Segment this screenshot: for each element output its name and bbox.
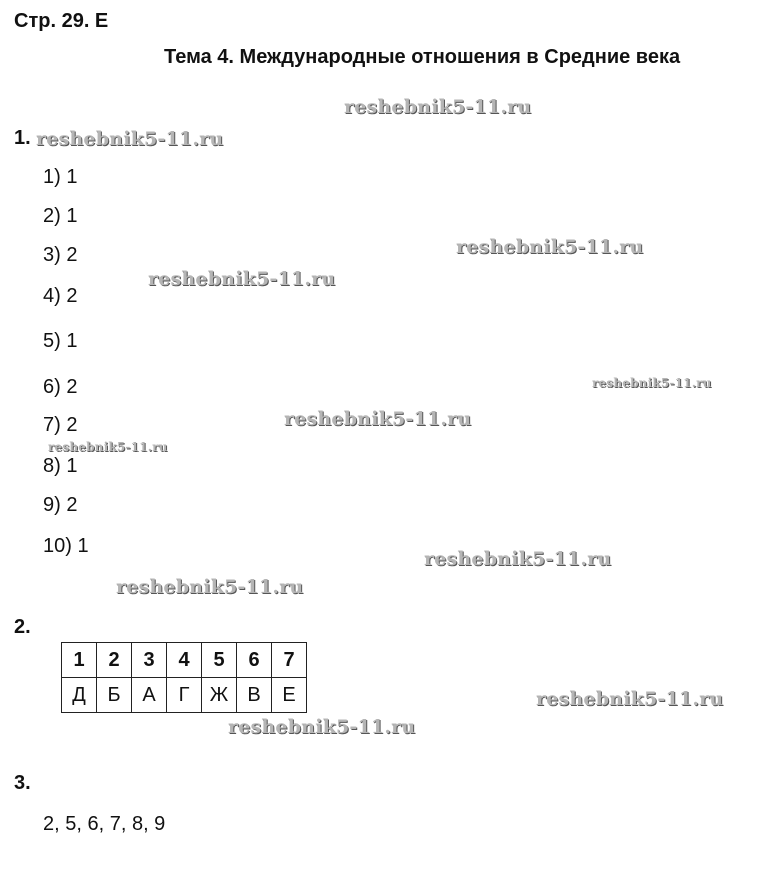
table-header-cell: 7 <box>272 643 307 678</box>
table-header-cell: 5 <box>202 643 237 678</box>
page-header: Стр. 29. Е <box>14 10 109 32</box>
table-header-cell: 1 <box>62 643 97 678</box>
task-1-answer: 1) 1 <box>43 166 78 188</box>
task-1-answer: 6) 2 <box>43 376 78 398</box>
task-1-answer: 8) 1 <box>43 455 78 477</box>
table-cell: А <box>132 678 167 713</box>
watermark: reshebnik5-11.ru <box>116 576 304 598</box>
task-3-answer: 2, 5, 6, 7, 8, 9 <box>43 813 166 835</box>
answer-table <box>61 642 307 713</box>
task-1-answer: 3) 2 <box>43 244 78 266</box>
watermark: reshebnik5-11.ru <box>148 268 336 290</box>
task-2-number: 2. <box>14 616 31 638</box>
table-cell: Д <box>62 678 97 713</box>
task-1-answer: 7) 2 <box>43 414 78 436</box>
watermark: reshebnik5-11.ru <box>344 96 532 118</box>
watermark: reshebnik5-11.ru <box>536 688 724 710</box>
table-header-cell: 6 <box>237 643 272 678</box>
watermark: reshebnik5-11.ru <box>284 408 472 430</box>
topic-title: Тема 4. Международные отношения в Средние века <box>164 46 681 68</box>
table-cell: Б <box>97 678 132 713</box>
task-1-number: 1. <box>14 127 31 149</box>
watermark: reshebnik5-11.ru <box>424 548 612 570</box>
table-cell: Е <box>272 678 307 713</box>
task-1-answer: 9) 2 <box>43 494 78 516</box>
table-row <box>62 678 307 713</box>
task-1-answer: 5) 1 <box>43 330 78 352</box>
task-1-answer: 10) 1 <box>43 535 89 557</box>
table-cell: Ж <box>202 678 237 713</box>
watermark: reshebnik5-11.ru <box>48 440 168 454</box>
table-cell: В <box>237 678 272 713</box>
task-1-answer: 2) 1 <box>43 205 78 227</box>
watermark: reshebnik5-11.ru <box>36 128 224 150</box>
table-cell: Г <box>167 678 202 713</box>
task-1-answer: 4) 2 <box>43 285 78 307</box>
watermark: reshebnik5-11.ru <box>228 716 416 738</box>
table-header-row <box>62 643 307 678</box>
task-3-number: 3. <box>14 772 31 794</box>
table-header-cell: 3 <box>132 643 167 678</box>
table-header-cell: 4 <box>167 643 202 678</box>
watermark: reshebnik5-11.ru <box>456 236 644 258</box>
watermark: reshebnik5-11.ru <box>592 376 712 390</box>
table-header-cell: 2 <box>97 643 132 678</box>
